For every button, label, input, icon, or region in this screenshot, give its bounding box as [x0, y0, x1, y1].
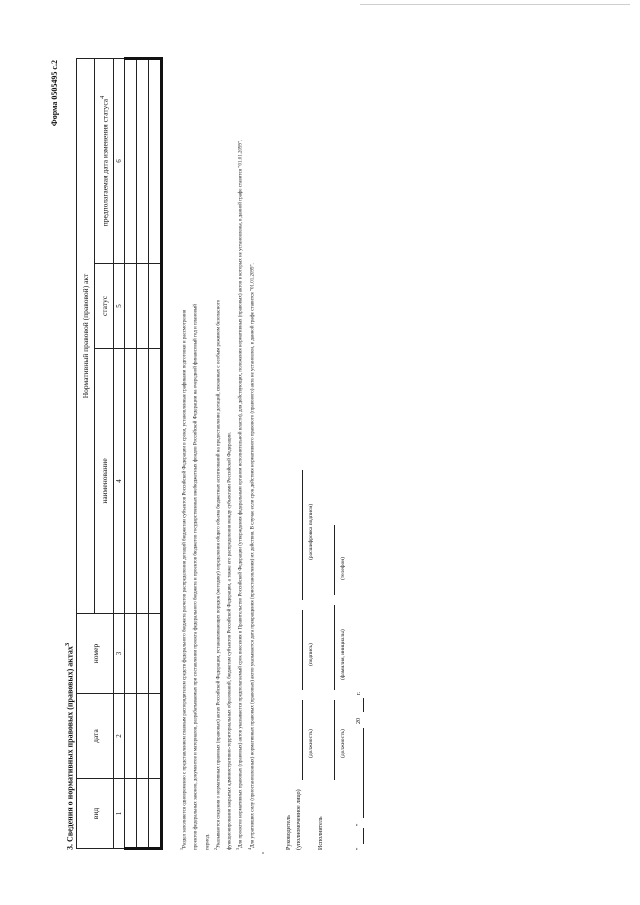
- scan-edge-line: [360, 4, 630, 5]
- table-cell[interactable]: [149, 694, 162, 779]
- section-title-footnote-ref: 3: [64, 642, 71, 647]
- header-date-change-text: предполагаемая дата изменения статуса: [100, 98, 110, 227]
- header-group: Нормативный правовой (правовой) акт: [77, 59, 95, 614]
- head-label: Руководитель: [286, 815, 292, 850]
- header-status: статус: [95, 264, 114, 349]
- form-code: Форма 0505495 с.2: [50, 60, 59, 127]
- caption-position: (должность): [308, 729, 314, 758]
- header-nomer: номер: [77, 614, 114, 694]
- table-cell[interactable]: [137, 349, 149, 614]
- rotated-form: [50, 60, 580, 850]
- header-naim: наименование: [95, 349, 114, 614]
- footnote-text: функционирования закрытых административно-территориальных образований, бюджетам субъектов Российской Федерации, а также его распределения между субъектами Российской Федерации.: [227, 432, 233, 850]
- table-cell[interactable]: [149, 779, 162, 849]
- month-line[interactable]: [363, 728, 364, 818]
- acts-table: [76, 57, 163, 850]
- footnote-ref: 4: [246, 848, 252, 850]
- footnotes: [178, 60, 257, 850]
- footnote: [234, 60, 245, 850]
- col-number: 6: [114, 59, 125, 264]
- table-cell[interactable]: [125, 264, 137, 349]
- footnote: [246, 60, 257, 850]
- footnote: [189, 60, 200, 850]
- day-line[interactable]: [363, 828, 364, 844]
- footnote: [201, 60, 212, 850]
- footnote-text: проектов федеральных законов, документов и материалов, разрабатываемых при составлении проекта федерального бюджета и проектов бюджетов государственных внебюджетных фондов Российской Федерации на очередной финансовый год и плановый: [193, 304, 199, 850]
- header-date-change-footnote-ref: 4: [98, 95, 106, 99]
- table-cell[interactable]: [149, 349, 162, 614]
- executor-label: Исполнитель: [318, 816, 324, 850]
- date-open-quote: ": [356, 847, 362, 850]
- footnote-text: Раздел заполняется одновременно с представлением главным распорядителем средств федерального бюджета расчетов распределения дотаций бюджетам субъектов Российской Федерации в сроки, установленные графиками подготовки и рассмотрения: [182, 309, 188, 848]
- footnote: [212, 60, 223, 850]
- section-title-text: 3. Сведения о нормативных правовых (правовых) актах: [65, 646, 75, 850]
- footnote-ref: 3: [235, 848, 241, 850]
- footnote: [223, 60, 234, 850]
- table-cell[interactable]: [149, 614, 162, 694]
- table-cell[interactable]: [125, 59, 137, 264]
- table-cell[interactable]: [137, 59, 149, 264]
- table-cell[interactable]: [125, 349, 137, 614]
- header-data: дата: [77, 694, 114, 779]
- table-cell[interactable]: [137, 614, 149, 694]
- col-number: 4: [114, 349, 125, 614]
- caption-name: (фамилия, инициалы): [340, 629, 346, 680]
- footnote-text: Указываются сведения о нормативных правовых (правовых) актах Российской Федерации, устанавливающих порядок (методику) определения общего объема бюджетных ассигнований на предоставление дотаций, связанных с особым режимом безопасного: [216, 299, 222, 848]
- header-vid: вид: [77, 779, 114, 849]
- table-cell[interactable]: [125, 614, 137, 694]
- header-date-change: [95, 59, 114, 264]
- table-cell[interactable]: [149, 59, 162, 264]
- table-cell[interactable]: [149, 264, 162, 349]
- footnote-text: Для проектов нормативных правовых (правовых) актов указывается предполагаемый срок внесения в Правительство Российской Федерации (утверждения федеральным органом исполнительной власти), для действующих, положения нормативных (правовых) актов в которых не установлены, в данной графе ставится "01.01.2099".: [238, 139, 244, 848]
- table-cell[interactable]: [137, 264, 149, 349]
- caption-phone: (телефон): [340, 556, 346, 580]
- col-number: 1: [114, 779, 125, 849]
- caption-decode: (расшифровка подписи): [308, 503, 314, 560]
- decode-line[interactable]: [302, 470, 303, 600]
- footnote-text: Для утративших силу (приостановленных) нормативных правовых (правовых) актов указывается дата прекращения (приостановления) их действия. В случае если срок действия нормативного правового (правового) акта не установлен, в данной графе ставится "01.01.2099".: [250, 263, 256, 848]
- caption-position-2: (должность): [340, 729, 346, 758]
- table-cell[interactable]: [137, 779, 149, 849]
- year-line[interactable]: [363, 698, 364, 712]
- executor-position-line[interactable]: [334, 700, 335, 780]
- footnote-ref: 1: [179, 848, 184, 850]
- col-number: 3: [114, 614, 125, 694]
- col-number: 5: [114, 264, 125, 349]
- col-number: 2: [114, 694, 125, 779]
- date-year-suffix: г.: [356, 691, 362, 695]
- head-label-sub: (уполномоченное лицо): [296, 789, 302, 850]
- scan-speck: [262, 852, 264, 854]
- position-line[interactable]: [302, 700, 303, 780]
- table-cell[interactable]: [125, 779, 137, 849]
- date-close-quote: ": [356, 823, 362, 826]
- footnote-text: период.: [205, 833, 211, 850]
- phone-line[interactable]: [334, 525, 335, 595]
- signature-line[interactable]: [302, 610, 303, 690]
- footnote-ref: 2: [212, 848, 218, 850]
- table-cell[interactable]: [125, 694, 137, 779]
- footnote: [178, 60, 189, 850]
- date-year-prefix: 20: [356, 718, 362, 724]
- executor-name-line[interactable]: [334, 605, 335, 690]
- table-cell[interactable]: [137, 694, 149, 779]
- section-title: [64, 643, 75, 850]
- caption-signature: (подпись): [308, 643, 314, 666]
